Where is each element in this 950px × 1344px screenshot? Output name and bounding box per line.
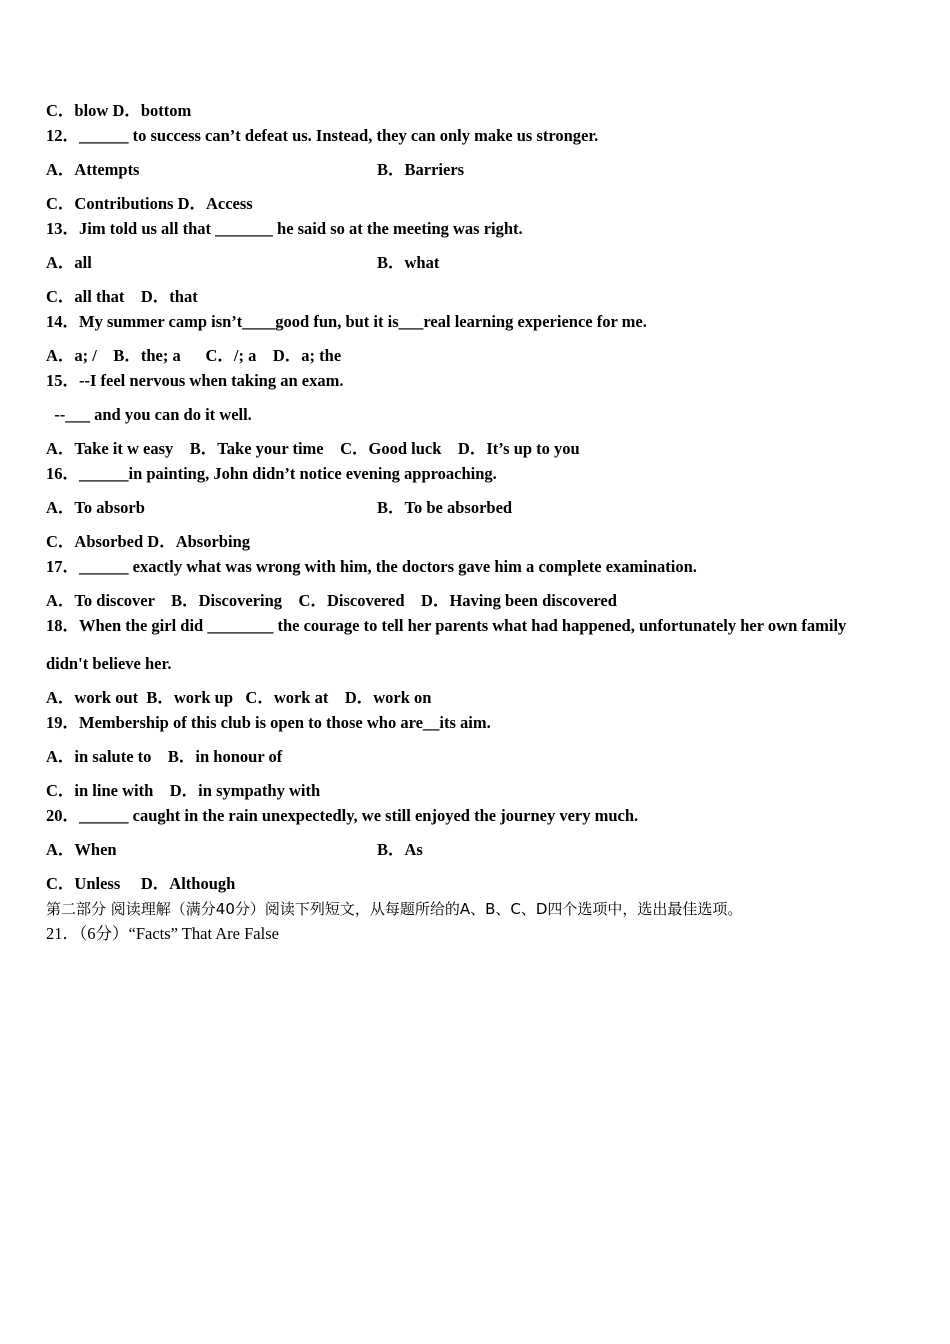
question-15-reply: --___ and you can do it well. bbox=[46, 405, 252, 424]
q17-options: A．To discover B．Discovering C．Discovered D．Having been discovered bbox=[46, 591, 617, 610]
q12-option-b: B．Barriers bbox=[377, 160, 465, 179]
q16-option-a: A．To absorb bbox=[46, 498, 145, 517]
question-18: 18．When the girl did ________ the courage to tell her parents what had happened, unfortunately her own family bbox=[46, 616, 847, 635]
question-14: 14．My summer camp isn’t____good fun, but it is___real learning experience for me. bbox=[46, 312, 647, 331]
q20-option-b: B．As bbox=[377, 840, 423, 859]
question-19: 19．Membership of this club is open to those who are__its aim. bbox=[46, 713, 491, 732]
question-17: 17．______ exactly what was wrong with him, the doctors gave him a complete examination. bbox=[46, 557, 697, 576]
q14-options: A．a; / B．the; a C．/; a D．a; the bbox=[46, 346, 342, 365]
question-21-title: 21．（6分）“Facts” That Are False bbox=[46, 924, 279, 943]
q11-options-cd: C．blow D．bottom bbox=[46, 101, 192, 120]
question-18-cont: didn't believe her. bbox=[46, 654, 172, 673]
q18-options: A．work out B．work up C．work at D．work on bbox=[46, 688, 432, 707]
section-2-heading: 第二部分 阅读理解（满分40分）阅读下列短文，从每题所给的A、B、C、D四个选项中，选出最佳选项。 bbox=[46, 900, 743, 918]
q20-option-a: A．When bbox=[46, 840, 117, 859]
q16-option-b: B．To be absorbed bbox=[377, 498, 513, 517]
question-15: 15．--I feel nervous when taking an exam. bbox=[46, 371, 344, 390]
q12-options-cd: C．Contributions D．Access bbox=[46, 194, 253, 213]
q19-options-ab: A．in salute to B．in honour of bbox=[46, 747, 283, 766]
q13-option-b: B．what bbox=[377, 253, 440, 272]
question-13: 13．Jim told us all that _______ he said so at the meeting was right. bbox=[46, 219, 523, 238]
q16-options-cd: C．Absorbed D．Absorbing bbox=[46, 532, 250, 551]
q13-option-a: A．all bbox=[46, 253, 92, 272]
q15-options: A．Take it w easy B．Take your time C．Good luck D．It’s up to you bbox=[46, 439, 580, 458]
q13-options-cd: C．all that D．that bbox=[46, 287, 198, 306]
q12-option-a: A．Attempts bbox=[46, 160, 140, 179]
question-16: 16．______in painting, John didn’t notice evening approaching. bbox=[46, 464, 497, 483]
question-20: 20．______ caught in the rain unexpectedly, we still enjoyed the journey very much. bbox=[46, 806, 639, 825]
q19-options-cd: C．in line with D．in sympathy with bbox=[46, 781, 321, 800]
question-12: 12．______ to success can’t defeat us. Instead, they can only make us stronger. bbox=[46, 126, 599, 145]
q20-options-cd: C．Unless D．Although bbox=[46, 874, 236, 893]
